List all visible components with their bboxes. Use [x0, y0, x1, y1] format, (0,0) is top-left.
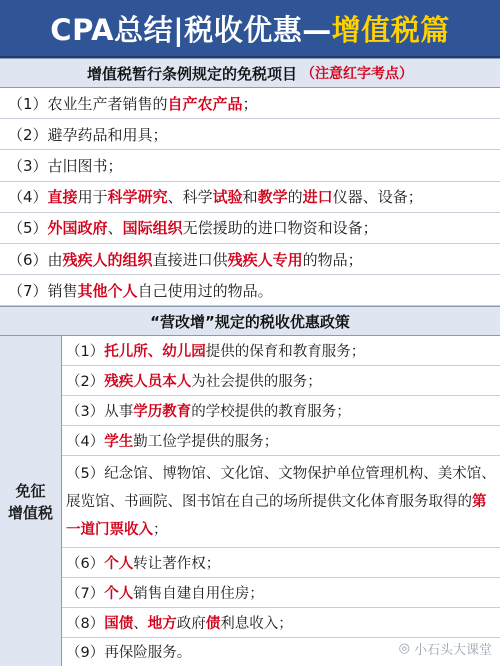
section1-list [0, 88, 500, 306]
category-label: 免征 增值税 [7, 481, 53, 522]
highlight-text: 第一道门票收入 [66, 493, 487, 538]
list-item [0, 119, 500, 150]
item-text: 和 [242, 188, 258, 207]
list-item [62, 426, 500, 456]
item-text: （8） [66, 615, 105, 632]
item-text: 的 [287, 188, 303, 207]
section1-note: （注意红字考点） [301, 66, 413, 82]
item-text: 利息收入； [220, 615, 293, 632]
highlight-text: 残疾人的组织 [62, 250, 153, 269]
highlight-text: 残疾人员本人 [104, 374, 192, 391]
item-text: 、科学 [167, 188, 213, 207]
item-text: （3）古旧图书； [8, 156, 123, 175]
highlight-text: 教学 [257, 188, 288, 207]
title-main: CPA总结|税收优惠— [50, 12, 332, 47]
highlight-text: 个人 [104, 555, 134, 572]
list-item [0, 213, 500, 244]
highlight-text: 国债 [104, 615, 134, 632]
item-text: （6） [66, 555, 105, 572]
item-text: 为社会提供的服务； [191, 374, 322, 391]
highlight-text: 外国政府 [47, 219, 108, 238]
section1-heading-text: 增值税暂行条例规定的免税项目 [86, 64, 297, 83]
highlight-text: 直接 [47, 188, 78, 207]
item-text: 仪器、设备； [332, 188, 423, 207]
item-text: ； [153, 521, 168, 538]
item-text: （3）从事 [66, 404, 134, 421]
item-text: （5） [8, 219, 48, 238]
highlight-text: 试验 [212, 188, 243, 207]
list-item [0, 150, 500, 181]
list-item [62, 456, 500, 548]
highlight-text: 科学研究 [107, 188, 168, 207]
item-text: 的物品； [302, 250, 363, 269]
highlight-text: 残疾人专用 [227, 250, 303, 269]
item-text: 自己使用过的物品。 [137, 281, 273, 300]
item-text: 政府 [176, 615, 206, 632]
item-text: 、 [133, 615, 148, 632]
watermark-text: 小石头大课堂 [413, 643, 492, 658]
highlight-text: 债 [205, 615, 221, 632]
item-text: （5）纪念馆、博物馆、文化馆、文物保护单位管理机构、美术馆、展览馆、书画院、图书馆在自己的场所提供文化体育服务取得的 [66, 465, 496, 510]
list-item [0, 244, 500, 275]
highlight-text: 学历教育 [133, 404, 192, 421]
section2-heading-text: “营改增”规定的税收优惠政策 [150, 312, 350, 331]
item-text: （1）农业生产者销售的 [8, 94, 168, 113]
list-item [62, 578, 500, 608]
item-text: （2） [66, 374, 105, 391]
item-text: （6）由 [8, 250, 63, 269]
highlight-text: 学生 [104, 433, 134, 450]
highlight-text: 国际组织 [122, 219, 183, 238]
list-item [0, 88, 500, 119]
item-text: 用于 [77, 188, 108, 207]
item-text: （7） [66, 585, 105, 602]
page-title [0, 0, 500, 58]
highlight-text: 自产农产品 [167, 94, 243, 113]
item-text: （7）销售 [8, 281, 78, 300]
highlight-text: 地方 [147, 615, 177, 632]
item-text: （4） [66, 433, 105, 450]
list-item [0, 275, 500, 306]
item-text: 无偿援助的进口物资和设备； [182, 219, 378, 238]
section2-table [0, 336, 500, 666]
list-item [62, 396, 500, 426]
list-item [62, 366, 500, 396]
title-accent: 增值税篇 [331, 12, 450, 47]
highlight-text: 个人 [104, 585, 134, 602]
item-text: 提供的保育和教育服务； [205, 344, 366, 361]
list-item [62, 608, 500, 638]
highlight-text: 托儿所、幼儿园 [104, 344, 206, 361]
item-text: 转让著作权； [133, 555, 221, 572]
item-text: （2）避孕药品和用具； [8, 125, 168, 144]
section2-heading [0, 306, 500, 336]
item-text: ； [242, 94, 258, 113]
watermark [399, 639, 492, 658]
highlight-text: 进口 [302, 188, 333, 207]
item-text: 直接进口供 [152, 250, 228, 269]
category-cell [0, 336, 62, 666]
item-text: 销售自建自用住房； [133, 585, 264, 602]
section2-list [62, 336, 500, 666]
list-item [62, 548, 500, 578]
camera-icon: ◎ [398, 641, 410, 656]
list-item [62, 336, 500, 366]
item-text: （4） [8, 188, 48, 207]
highlight-text: 其他个人 [77, 281, 138, 300]
item-text: 勤工俭学提供的服务； [133, 433, 279, 450]
item-text: 、 [107, 219, 123, 238]
item-text: 的学校提供的教育服务； [191, 404, 351, 421]
item-text: （1） [66, 344, 105, 361]
list-item [0, 182, 500, 213]
item-text: （9）再保险服务。 [66, 645, 192, 662]
section1-heading [0, 58, 500, 88]
